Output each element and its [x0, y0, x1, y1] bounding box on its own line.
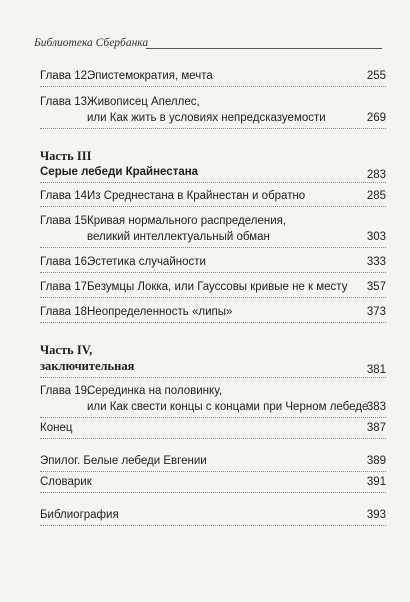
- dotted-rule: [40, 128, 386, 129]
- page-number: 391: [366, 476, 386, 488]
- page-number: 285: [366, 190, 386, 202]
- toc-entry: [40, 383, 386, 418]
- toc-entry: [40, 279, 386, 298]
- chapter-title-line: Неопределенность «липы»: [87, 306, 233, 318]
- part-4-page: 381: [366, 364, 386, 376]
- page-number: 389: [366, 455, 386, 467]
- chapter-title-line: или Как жить в условиях непредсказуемости: [87, 112, 326, 124]
- entry-label: Эпилог. Белые лебеди Евгении: [40, 455, 207, 467]
- part-4-section: [40, 342, 386, 418]
- chapter-title-line: Живописец Апеллес,: [87, 96, 200, 108]
- part-3-page: 283: [366, 169, 386, 181]
- dotted-rule: [40, 86, 386, 87]
- chapter-number: Глава 12.: [40, 70, 91, 82]
- dotted-rule: [40, 417, 386, 418]
- chapter-number: Глава 13.: [40, 96, 91, 108]
- page-number: 333: [366, 256, 386, 268]
- toc-entry: [40, 188, 386, 207]
- dotted-rule: [40, 377, 386, 378]
- header-rule: [146, 48, 382, 49]
- dotted-rule: [40, 322, 386, 323]
- part-4-subtitle: заключительная: [40, 359, 135, 373]
- part-4-subtitle-row: [40, 358, 386, 378]
- dotted-rule: [40, 525, 386, 526]
- part-4-entries: [40, 383, 386, 418]
- toc-entry: [40, 474, 386, 493]
- toc-end-entries: [40, 420, 386, 526]
- page-number: 269: [366, 112, 386, 124]
- toc-entry: [40, 213, 386, 248]
- toc-entry: [40, 94, 386, 129]
- toc-top-entries: [40, 68, 386, 129]
- part-3-heading: Часть III: [40, 149, 92, 163]
- page-number: 387: [366, 422, 386, 434]
- part-3-entries: [40, 188, 386, 323]
- chapter-number: Глава 19.: [40, 385, 91, 397]
- dotted-rule: [40, 492, 386, 493]
- dotted-rule: [40, 182, 386, 183]
- page-number: 383: [366, 401, 386, 413]
- page-number: 357: [366, 281, 386, 293]
- page-number: 373: [366, 306, 386, 318]
- page-number: 303: [366, 231, 386, 243]
- dotted-rule: [40, 247, 386, 248]
- chapter-title-line: Безумцы Локка, или Гауссовы кривые не к месту: [87, 281, 348, 293]
- chapter-title-line: Эстетика случайности: [87, 256, 206, 268]
- page-number: 255: [366, 70, 386, 82]
- part-4-heading: Часть IV,: [40, 343, 93, 357]
- part-3-subtitle: Серые лебеди Крайнестана: [40, 166, 199, 178]
- chapter-number: Глава 18.: [40, 306, 91, 318]
- part-3-section: [40, 148, 386, 323]
- chapter-title-line: Из Среднестана в Крайнестан и обратно: [87, 190, 306, 202]
- toc-entry: [40, 254, 386, 273]
- chapter-number: Глава 14.: [40, 190, 91, 202]
- entry-label: Библиография: [40, 509, 119, 521]
- part-3-subtitle-row: [40, 164, 386, 183]
- chapter-title-line: великий интеллектуальный обман: [87, 231, 270, 243]
- chapter-title-line: Эпистемократия, мечта: [87, 70, 213, 82]
- chapter-number: Глава 17.: [40, 281, 91, 293]
- dotted-rule: [40, 297, 386, 298]
- dotted-rule: [40, 272, 386, 273]
- toc-entry: [40, 68, 386, 87]
- toc-entry: [40, 304, 386, 323]
- toc-entry: [40, 507, 386, 526]
- toc-entry: [40, 420, 386, 439]
- dotted-rule: [40, 206, 386, 207]
- chapter-title-line: или Как свести концы с концами при Черном лебеде: [87, 401, 369, 413]
- entry-label: Конец: [40, 422, 73, 434]
- dotted-rule: [40, 471, 386, 472]
- chapter-title-line: Серединка на половинку,: [87, 385, 222, 397]
- page-number: 393: [366, 509, 386, 521]
- chapter-number: Глава 16.: [40, 256, 91, 268]
- dotted-rule: [40, 438, 386, 439]
- toc-entry: [40, 453, 386, 472]
- toc: [40, 68, 386, 526]
- entry-label: Словарик: [40, 476, 92, 488]
- chapter-title-line: Кривая нормального распределения,: [87, 215, 287, 227]
- running-header: Библиотека Сбербанка: [34, 37, 149, 49]
- chapter-number: Глава 15.: [40, 215, 91, 227]
